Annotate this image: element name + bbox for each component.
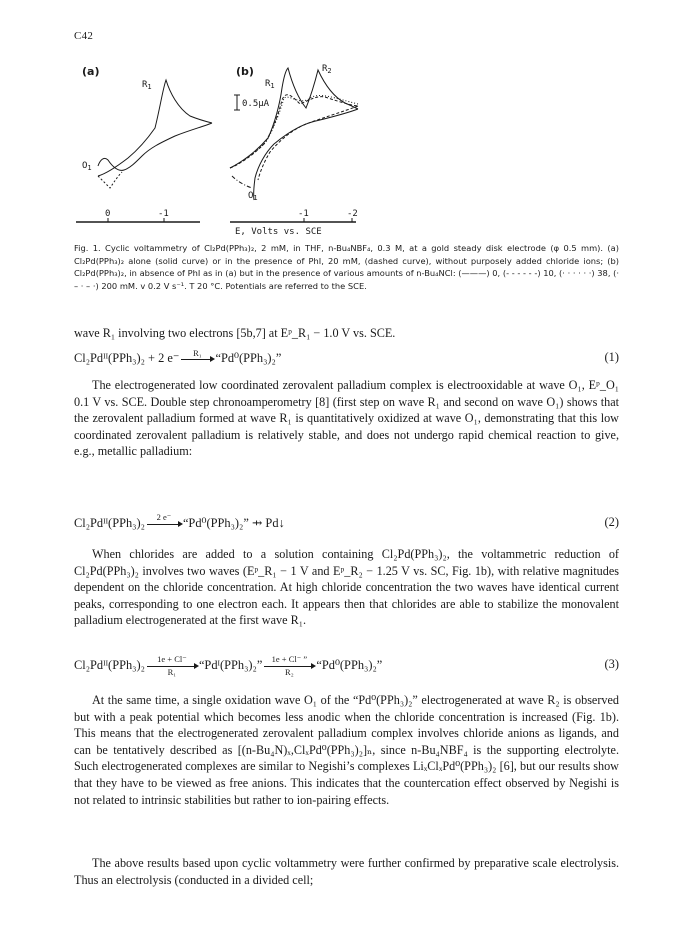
scale-bar-label: 0.5μA: [242, 99, 270, 109]
page-number: C42: [74, 30, 94, 42]
axis-label: E, Volts vs. SCE: [235, 227, 322, 237]
equation-number: (3): [604, 657, 619, 671]
o1-label-a: $O_1$: [82, 161, 92, 172]
axis-b-tick-0: -1: [298, 209, 309, 219]
axis-b-tick-1: -2: [347, 209, 358, 219]
equation-number: (2): [604, 515, 619, 529]
reaction-arrow: R₁: [181, 359, 213, 360]
paragraph-4: At the same time, a single oxidation wave O₁ of the “Pd⁰(PPh₃)₂” electrogenerated at wave R₂ is observed but with a peak potential which becomes less anodic when the chloride concentration is increased (Fig. 1b). This means that the electrogenerated zerovalent palladium complex involves chloride anions as ligands, and can be tentatively described as [(n-Bu₄N)ₓ,ClₓPd⁰(PPh₃)₂]ₙ, since n-Bu₄NBF₄ is the supporting electrolyte. Such electrogenerated complexes are similar to Negishi’s complexes LiₓClₓPd⁰(PPh₃)₂ [6], but our results show that they have to be viewed as free anions. This indicates that the countercation effect observed by Negishi is not related to intrinsic stabilities but rather to ion-pairing effects.: [74, 693, 619, 807]
panel-a-curves: [98, 80, 212, 188]
equation-3: Cl₂Pdᴵᴵ(PPh₃)₂ 1e + Cl⁻ R₁ “Pdᴵ(PPh₃)₂” 1e + Cl⁻ ” R₂ “Pd⁰(PPh₃)₂” (3): [74, 653, 619, 677]
paragraph-5: The above results based upon cyclic voltammetry were further confirmed by preparative scale electrolysis. Thus an electrolysis (conducted in a divided cell;: [74, 856, 619, 887]
panel-a-label: (a): [82, 65, 100, 78]
axis-b: [230, 209, 358, 222]
paragraph-2: The electrogenerated low coordinated zerovalent palladium complex is electrooxidable at wave O₁, Eᵖ_O₁ 0.1 V vs. SCE. Double step chronoamperometry [8] (first step on wave R₁ and second on wave O₁) shows that the zerovalent palladium formed at wave R₁ is quantitatively oxidized at wave O₁, demonstrating that this low coordinated zerovalent palladium is relatively stable, and does not undergo rapid chemical reaction to give, e.g., metallic palladium:: [74, 378, 619, 459]
equation-number: (1): [604, 350, 619, 364]
r1-label-a: $R_1$: [142, 80, 152, 91]
equation-1: Cl₂Pdᴵᴵ(PPh₃)₂ + 2 e⁻ R₁ “Pd⁰(PPh₃)₂” (1): [74, 347, 619, 365]
r2-label-b: $R_2$: [322, 64, 332, 75]
cyclic-voltammetry-figure: [60, 48, 360, 238]
paragraph-1: wave R₁ involving two electrons [5b,7] at Eᵖ_R₁ − 1.0 V vs. SCE.: [74, 326, 396, 340]
figure-caption: Fig. 1. Cyclic voltammetry of Cl₂Pd(PPh₃)₂, 2 mM, in THF, n-Bu₄NBF₄, 0.3 M, at a gold steady disk electrode (φ 0.5 mm). (a) Cl₂Pd(PPh₃)₂ alone (solid curve) or in the presence of PhI, 20 mM, (dashed curve), without purposely added chloride ions; (b) Cl₂Pd(PPh₃)₂, in absence of PhI as in (a) but in the presence of various amounts of n-Bu₄NCl: (———) 0, (- - - - - -) 10, (· · · · · ·) 38, (· – · – ·) 200 mM. v 0.2 V s⁻¹. T 20 °C. Potentials are referred to the SCE.: [74, 243, 619, 291]
panel-b-curves: [230, 68, 358, 200]
paragraph-3: When chlorides are added to a solution containing Cl₂Pd(PPh₃)₂, the voltammetric reduction of Cl₂Pd(PPh₃)₂ involves two waves (Eᵖ_R₁ − 1 V and Eᵖ_R₂ − 1.25 V vs. SC, Fig. 1b), with relative magnitudes dependent on the chloride concentration. At high chloride concentration the two waves have identical current peaks, corresponding to one electron each. It appears then that chlorides are able to stabilize the monovalent palladium electrogenerated at the first wave R₁.: [74, 547, 619, 628]
axis-a-tick-0: 0: [105, 209, 111, 219]
o1-label-b: $O_1$: [248, 191, 258, 202]
equation-2: Cl₂Pdᴵᴵ(PPh₃)₂ 2 e⁻ “Pd⁰(PPh₃)₂” ⇸ Pd↓ (2): [74, 511, 619, 530]
scale-bar: [234, 95, 270, 110]
reaction-arrow-2: 1e + Cl⁻ ” R₂: [264, 666, 314, 667]
panel-b-label: (b): [236, 65, 254, 78]
axis-a-tick-1: -1: [158, 209, 169, 219]
reaction-arrow-1: 1e + Cl⁻ R₁: [147, 666, 197, 667]
axis-a: [76, 209, 200, 222]
r1-label-b: $R_1$: [265, 79, 275, 90]
reaction-arrow: 2 e⁻: [147, 524, 181, 525]
